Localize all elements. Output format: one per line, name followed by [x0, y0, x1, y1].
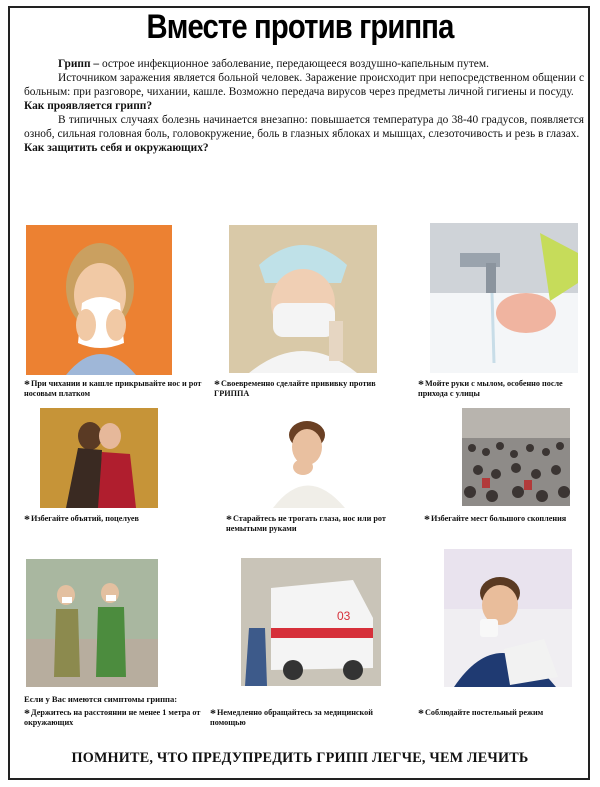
footer-slogan: ПОМНИТЕ, ЧТО ПРЕДУПРЕДИТЬ ГРИПП ЛЕГЧЕ, ЧЕМ ЛЕЧИТЬ [71, 750, 529, 766]
tip-caption-3: *Мойте руки с мылом, особенно после прихода с улицы [418, 377, 563, 398]
bullet-star: * [24, 706, 30, 720]
term-flu: Грипп – [58, 58, 100, 70]
ambulance-photo [241, 558, 381, 686]
definition-text: острое инфекционное заболевание, передающееся воздушно-капельным путем. [99, 58, 489, 70]
tip-caption-1: *При чихании и кашле прикрывайте нос и рот носовым платком [24, 377, 202, 398]
symptoms-paragraph: В типичных случаях болезнь начинается внезапно: повышается температура до 38-40 градусов, появляется озноб, сильная головная боль, головокружение, боль в глазных яблоках и мышцах, слезоточивость и резь в глазах. [24, 114, 584, 140]
bullet-star: * [418, 706, 424, 720]
source-paragraph: Источником заражения является больной человек. Заражение происходит при непосредственном общении с больным: при разговоре, чихании, кашле. Возможно передача вирусов через предметы личной гигиены и посуду. [24, 72, 584, 98]
poster-title: Вместе против гриппа [146, 8, 454, 46]
svg-text:03: 03 [337, 609, 351, 623]
tip-caption-4: *Избегайте объятий, поцелуев [24, 512, 139, 526]
protection-heading: Как защитить себя и окружающих? [24, 142, 209, 154]
tip-caption-5: *Старайтесь не трогать глаза, нос или рот немытыми руками [226, 512, 386, 533]
tip-caption-2: *Своевременно сделайте прививку против ГРИППА [214, 377, 376, 398]
nurse-mask-photo [229, 225, 377, 373]
action-caption-1: *Держитесь на расстоянии не менее 1 метра от окружающих [24, 706, 201, 727]
coughing-man-photo [263, 413, 353, 508]
bullet-star: * [24, 512, 30, 526]
bullet-star: * [418, 377, 424, 391]
bullet-star: * [424, 512, 430, 526]
tip-caption-6: *Избегайте мест большого скопления [424, 512, 567, 526]
action-caption-3: *Соблюдайте постельный режим [418, 706, 544, 720]
masked-people-photo [26, 559, 158, 687]
bullet-star: * [24, 377, 30, 391]
couple-kissing-photo [40, 408, 158, 508]
intro-text [24, 57, 584, 155]
bullet-star: * [226, 512, 232, 526]
symptoms-lead-text: Если у Вас имеются симптомы гриппа: [24, 694, 178, 704]
crowd-photo [462, 408, 570, 506]
bullet-star: * [210, 706, 216, 720]
sick-man-bed-photo [444, 549, 572, 687]
symptoms-heading: Как проявляется грипп? [24, 100, 153, 112]
sneezing-woman-photo [26, 225, 172, 375]
definition-paragraph [24, 57, 584, 71]
handwashing-photo [430, 223, 578, 373]
bullet-star: * [214, 377, 220, 391]
action-caption-2: *Немедленно обращайтесь за медицинской помощью [210, 706, 373, 727]
